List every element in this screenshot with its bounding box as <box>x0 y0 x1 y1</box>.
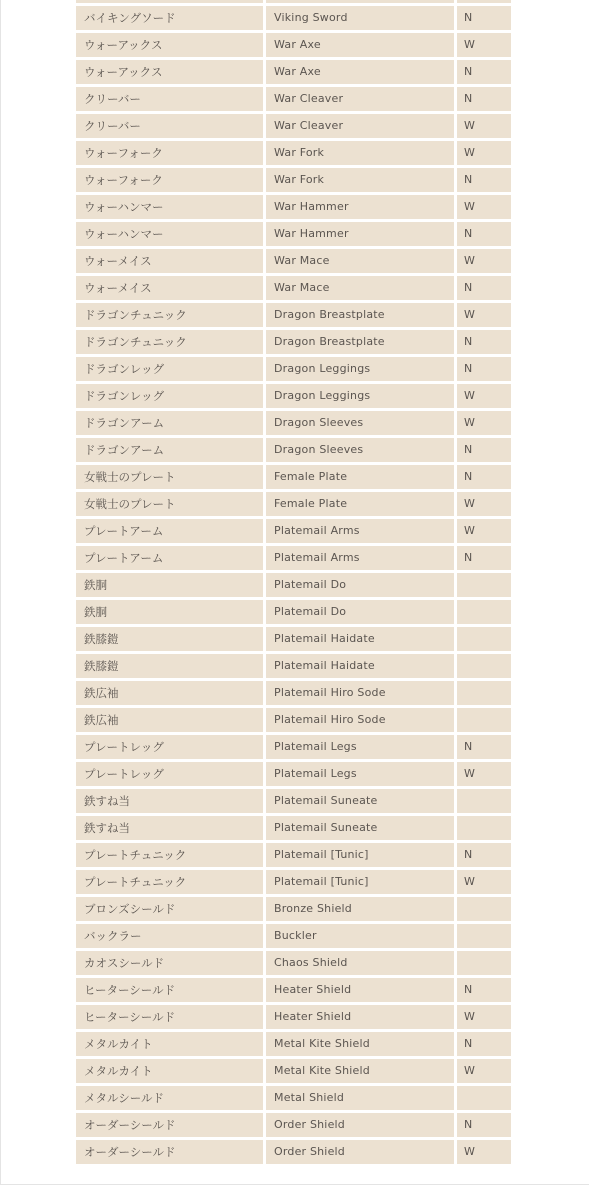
japanese-name-cell: プレートレッグ <box>76 735 263 759</box>
japanese-name-cell: ウォーフォーク <box>76 168 263 192</box>
english-name-cell: Dragon Sleeves <box>266 411 454 435</box>
type-cell: N <box>457 276 511 300</box>
type-cell: W <box>457 1140 511 1164</box>
table-row <box>74 33 512 60</box>
type-cell: W <box>457 303 511 327</box>
table-row <box>74 465 512 492</box>
english-name-cell: Platemail Do <box>266 600 454 624</box>
english-name-cell: Platemail [Tunic] <box>266 843 454 867</box>
table-row <box>74 978 512 1005</box>
type-cell <box>457 627 511 651</box>
type-cell: N <box>457 978 511 1002</box>
japanese-name-cell: 鉄すね当 <box>76 816 263 840</box>
table-row <box>74 411 512 438</box>
japanese-name-cell: プレートチュニック <box>76 843 263 867</box>
table-row <box>74 141 512 168</box>
table-row <box>74 438 512 465</box>
table-row <box>74 1059 512 1086</box>
english-name-cell: War Mace <box>266 276 454 300</box>
english-name-cell: Heater Shield <box>266 1005 454 1029</box>
japanese-name-cell: ウォーアックス <box>76 60 263 84</box>
japanese-name-cell: 女戦士のプレート <box>76 492 263 516</box>
japanese-name-cell: プレートチュニック <box>76 870 263 894</box>
english-name-cell: Metal Kite Shield <box>266 1059 454 1083</box>
english-name-cell: Chaos Shield <box>266 951 454 975</box>
english-name-cell: Order Shield <box>266 1140 454 1164</box>
table-row <box>74 519 512 546</box>
table-row <box>74 546 512 573</box>
japanese-name-cell: クリーバー <box>76 114 263 138</box>
english-name-cell: Platemail Suneate <box>266 789 454 813</box>
japanese-name-cell: オーダーシールド <box>76 1113 263 1137</box>
japanese-name-cell: 女戦士のプレート <box>76 465 263 489</box>
english-name-cell: Dragon Breastplate <box>266 330 454 354</box>
type-cell: W <box>457 870 511 894</box>
table-row <box>74 843 512 870</box>
english-name-cell: Platemail Hiro Sode <box>266 708 454 732</box>
type-cell: W <box>457 1059 511 1083</box>
type-cell: W <box>457 762 511 786</box>
table-row <box>74 762 512 789</box>
japanese-name-cell: ウォーハンマー <box>76 222 263 246</box>
english-name-cell: War Cleaver <box>266 87 454 111</box>
type-cell: N <box>457 222 511 246</box>
table-row <box>74 735 512 762</box>
table-row <box>74 492 512 519</box>
table-row <box>74 897 512 924</box>
type-cell: N <box>457 438 511 462</box>
japanese-name-cell: 鉄胴 <box>76 573 263 597</box>
type-cell: W <box>457 114 511 138</box>
type-cell: W <box>457 33 511 57</box>
type-cell: N <box>457 465 511 489</box>
english-name-cell: Heater Shield <box>266 978 454 1002</box>
english-name-cell: Bronze Shield <box>266 897 454 921</box>
table-row <box>74 1086 512 1113</box>
japanese-name-cell: ブロンズシールド <box>76 897 263 921</box>
table-row <box>74 195 512 222</box>
english-name-cell: War Axe <box>266 60 454 84</box>
english-name-cell: Platemail Do <box>266 573 454 597</box>
type-cell: N <box>457 6 511 30</box>
english-name-cell: Platemail Legs <box>266 735 454 759</box>
table-top-edge <box>74 0 512 3</box>
item-name-table <box>74 0 512 1167</box>
english-name-cell: Dragon Breastplate <box>266 303 454 327</box>
english-name-cell: Platemail Arms <box>266 519 454 543</box>
english-name-cell: Buckler <box>266 924 454 948</box>
type-cell: W <box>457 384 511 408</box>
english-name-cell: Platemail [Tunic] <box>266 870 454 894</box>
japanese-name-cell: 鉄広袖 <box>76 708 263 732</box>
english-name-cell: Dragon Sleeves <box>266 438 454 462</box>
table-row <box>74 1113 512 1140</box>
japanese-name-cell: ドラゴンレッグ <box>76 384 263 408</box>
japanese-name-cell: 鉄胴 <box>76 600 263 624</box>
japanese-name-cell: クリーバー <box>76 87 263 111</box>
type-cell: N <box>457 357 511 381</box>
table-row <box>74 384 512 411</box>
table-row <box>74 6 512 33</box>
japanese-name-cell: オーダーシールド <box>76 1140 263 1164</box>
type-cell <box>457 816 511 840</box>
type-cell: W <box>457 411 511 435</box>
english-name-cell: Metal Shield <box>266 1086 454 1110</box>
table-row <box>74 1140 512 1167</box>
type-cell: N <box>457 330 511 354</box>
english-name-cell: Female Plate <box>266 492 454 516</box>
type-cell <box>457 681 511 705</box>
english-name-cell: Order Shield <box>266 1113 454 1137</box>
table-row <box>74 1032 512 1059</box>
type-cell <box>457 1086 511 1110</box>
table-row <box>74 276 512 303</box>
table-row <box>74 114 512 141</box>
table-row <box>74 816 512 843</box>
english-name-cell: War Hammer <box>266 222 454 246</box>
table-row <box>74 627 512 654</box>
english-name-cell: Platemail Arms <box>266 546 454 570</box>
english-name-cell: Platemail Haidate <box>266 627 454 651</box>
type-cell: W <box>457 195 511 219</box>
english-name-cell: Platemail Legs <box>266 762 454 786</box>
table-row <box>74 249 512 276</box>
type-cell: N <box>457 168 511 192</box>
table-row <box>74 60 512 87</box>
type-cell: W <box>457 1005 511 1029</box>
table-row <box>74 789 512 816</box>
japanese-name-cell: 鉄膝鎧 <box>76 627 263 651</box>
table-row <box>74 870 512 897</box>
english-name-cell: War Cleaver <box>266 114 454 138</box>
english-name-cell: War Mace <box>266 249 454 273</box>
japanese-name-cell: ドラゴンアーム <box>76 438 263 462</box>
japanese-name-cell: カオスシールド <box>76 951 263 975</box>
japanese-name-cell: ドラゴンアーム <box>76 411 263 435</box>
japanese-name-cell: ドラゴンチュニック <box>76 303 263 327</box>
english-name-cell: Platemail Hiro Sode <box>266 681 454 705</box>
table-row <box>74 708 512 735</box>
table-row <box>74 951 512 978</box>
table-row <box>74 600 512 627</box>
type-cell: N <box>457 1032 511 1056</box>
type-cell: N <box>457 60 511 84</box>
english-name-cell: Viking Sword <box>266 6 454 30</box>
english-name-cell: Female Plate <box>266 465 454 489</box>
type-cell: N <box>457 735 511 759</box>
english-name-cell: War Axe <box>266 33 454 57</box>
english-name-cell: Dragon Leggings <box>266 384 454 408</box>
type-cell <box>457 600 511 624</box>
table-row <box>74 303 512 330</box>
japanese-name-cell: ヒーターシールド <box>76 1005 263 1029</box>
type-cell: N <box>457 843 511 867</box>
english-name-cell: Dragon Leggings <box>266 357 454 381</box>
type-cell <box>457 789 511 813</box>
table-row <box>74 330 512 357</box>
japanese-name-cell: バイキングソード <box>76 6 263 30</box>
table-row <box>74 87 512 114</box>
type-cell: N <box>457 546 511 570</box>
japanese-name-cell: バックラー <box>76 924 263 948</box>
japanese-name-cell: メタルシールド <box>76 1086 263 1110</box>
table-body <box>74 6 512 1167</box>
type-cell <box>457 951 511 975</box>
type-cell <box>457 708 511 732</box>
table-row <box>74 681 512 708</box>
japanese-name-cell: ウォーメイス <box>76 276 263 300</box>
type-cell: N <box>457 1113 511 1137</box>
japanese-name-cell: 鉄すね当 <box>76 789 263 813</box>
english-name-cell: War Hammer <box>266 195 454 219</box>
type-cell: W <box>457 492 511 516</box>
type-cell <box>457 897 511 921</box>
table-row <box>74 654 512 681</box>
table-row <box>74 1005 512 1032</box>
japanese-name-cell: メタルカイト <box>76 1059 263 1083</box>
english-name-cell: Metal Kite Shield <box>266 1032 454 1056</box>
japanese-name-cell: ウォーハンマー <box>76 195 263 219</box>
japanese-name-cell: プレートアーム <box>76 519 263 543</box>
english-name-cell: War Fork <box>266 168 454 192</box>
english-name-cell: War Fork <box>266 141 454 165</box>
japanese-name-cell: メタルカイト <box>76 1032 263 1056</box>
japanese-name-cell: ウォーメイス <box>76 249 263 273</box>
japanese-name-cell: ドラゴンチュニック <box>76 330 263 354</box>
table-row <box>74 924 512 951</box>
table-row <box>74 168 512 195</box>
japanese-name-cell: ドラゴンレッグ <box>76 357 263 381</box>
type-cell: W <box>457 519 511 543</box>
type-cell <box>457 924 511 948</box>
english-name-cell: Platemail Haidate <box>266 654 454 678</box>
japanese-name-cell: 鉄広袖 <box>76 681 263 705</box>
japanese-name-cell: ウォーフォーク <box>76 141 263 165</box>
type-cell: W <box>457 249 511 273</box>
japanese-name-cell: ヒーターシールド <box>76 978 263 1002</box>
type-cell <box>457 654 511 678</box>
japanese-name-cell: プレートアーム <box>76 546 263 570</box>
type-cell: W <box>457 141 511 165</box>
type-cell <box>457 573 511 597</box>
table-row <box>74 222 512 249</box>
table-row <box>74 357 512 384</box>
table-row <box>74 573 512 600</box>
english-name-cell: Platemail Suneate <box>266 816 454 840</box>
japanese-name-cell: プレートレッグ <box>76 762 263 786</box>
japanese-name-cell: ウォーアックス <box>76 33 263 57</box>
japanese-name-cell: 鉄膝鎧 <box>76 654 263 678</box>
type-cell: N <box>457 87 511 111</box>
